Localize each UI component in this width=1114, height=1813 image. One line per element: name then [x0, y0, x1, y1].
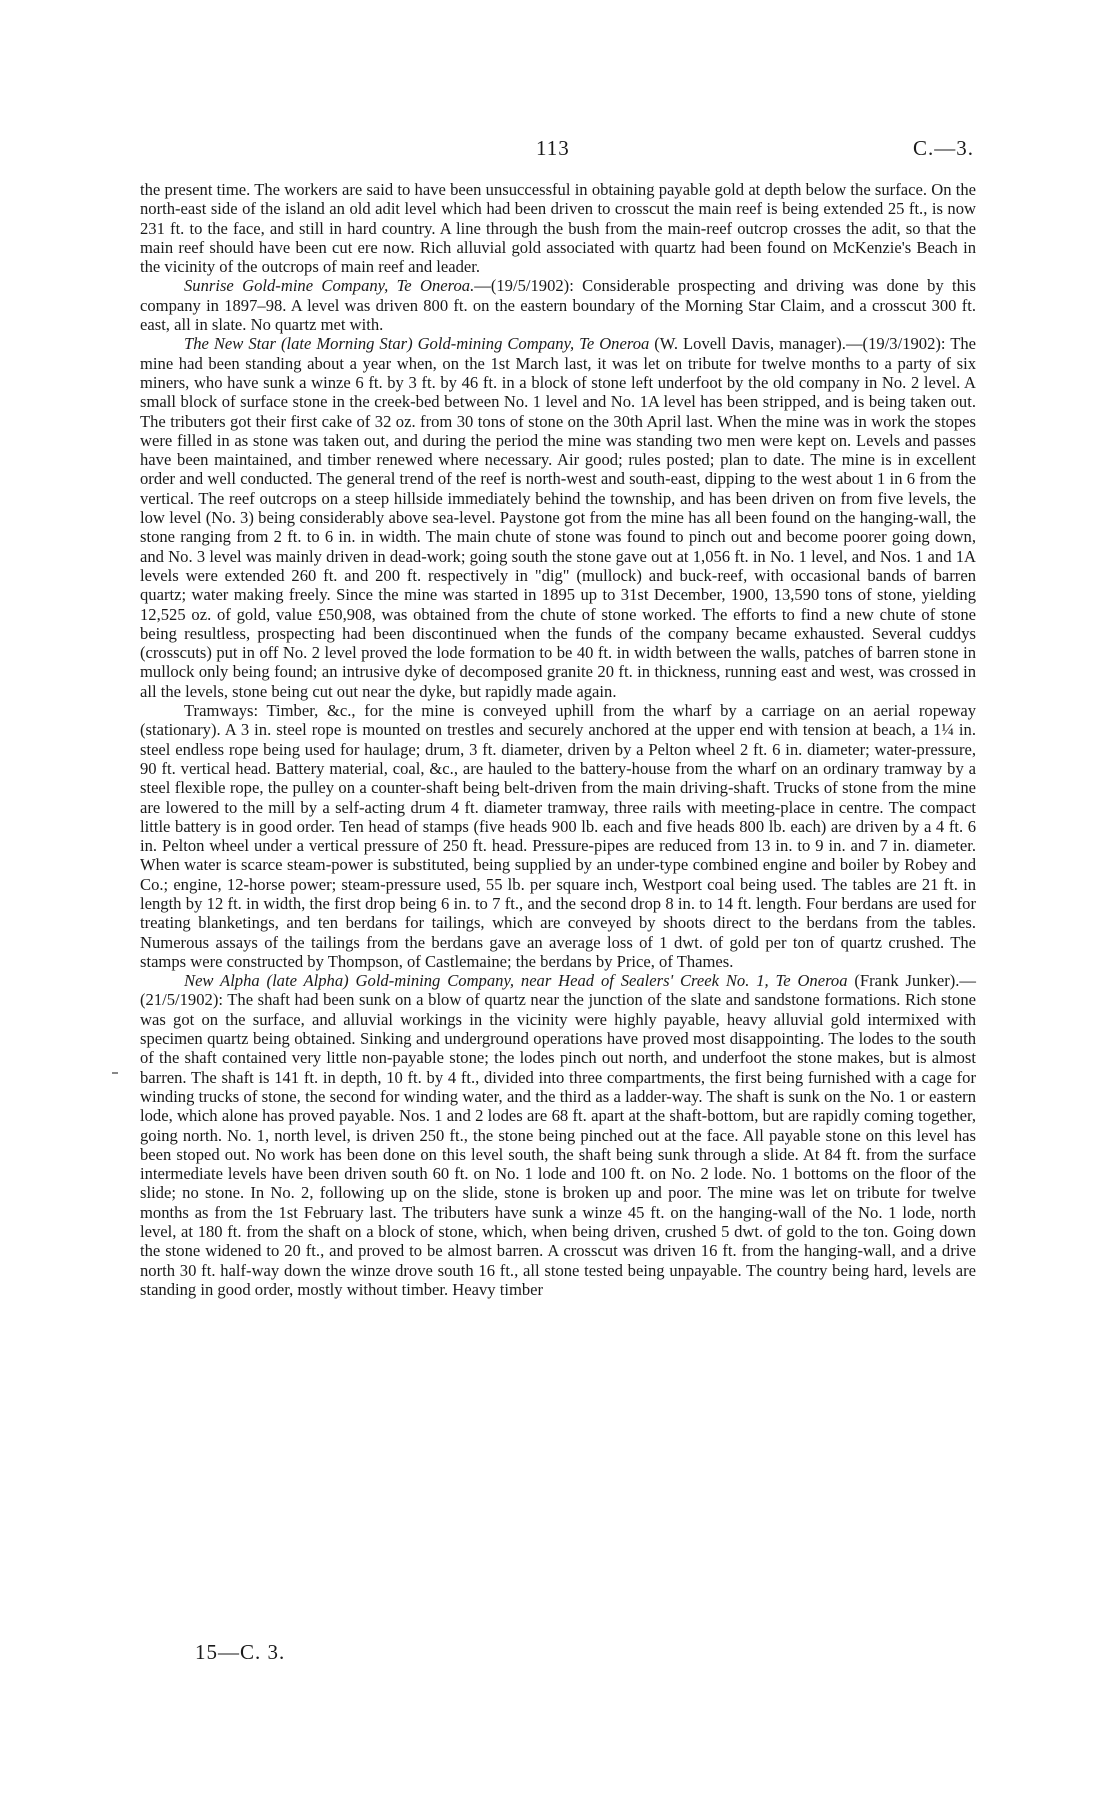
- paragraph-new-star: [140, 334, 976, 701]
- paragraph-continuation: [140, 180, 976, 276]
- page-number: 113: [536, 136, 570, 160]
- paragraph-tramways: [140, 701, 976, 971]
- paragraph-text: Tramways: Timber, &c., for the mine is conveyed uphill from the wharf by a carriage on an aerial ropeway (stationary). A 3 in. steel rope is mounted on trestles and securely anchored at the upper end with tension at beach, a 1¼ in. steel endless rope being used for haulage; drum, 3 ft. diameter, driven by a Pelton wheel 2 ft. 6 in. diameter; water-pressure, 90 ft. vertical head. Battery material, coal, &c., are hauled to the battery-house from the wharf on an ordinary tramway by a steel flexible rope, the pulley on a counter-shaft being belt-driven from the main driving-shaft. Trucks of stone from the mine are lowered to the mill by a self-acting drum 4 ft. diameter tramway, three rails with meeting-place in centre. The compact little battery is in good order. Ten head of stamps (five heads 900 lb. each and five heads 800 lb. each) are driven by a 4 ft. 6 in. Pelton wheel under a vertical pressure of 250 ft. head. Pressure-pipes are reduced from 13 in. to 9 in. and 7 in. diameter. When water is scarce steam-power is substituted, being supplied by an under-type combined engine and boiler by Robey and Co.; engine, 12-horse power; steam-pressure used, 55 lb. per square inch, Westport coal being used. The tables are 21 ft. in length by 12 ft. in width, the first drop being 6 in. to 7 ft., and the second drop 8 in. to 14 ft. length. Four berdans are used for treating blanketings, and ten berdans for tailings, which are conveyed by shoots direct to the berdans from the tables. Numerous assays of the tailings from the berdans gave an average loss of 1 dwt. of gold per ton of quartz crushed. The stamps were constructed by Thompson, of Castlemaine; the berdans by Price, of Thames.: [140, 701, 976, 971]
- paragraph-new-alpha: [140, 971, 976, 1299]
- margin-mark: [112, 1072, 118, 1074]
- paragraph-sunrise: [140, 276, 976, 334]
- body-text: [140, 180, 976, 1299]
- paragraph-heading: The New Star (late Morning Star) Gold-mining Company, Te Oneroa: [184, 334, 650, 354]
- paragraph-heading: Sunrise Gold-mine Company, Te Oneroa.: [184, 276, 475, 296]
- paragraph-text: the present time. The workers are said to have been unsuccessful in obtaining payable gold at depth below the surface. On the north-east side of the island an old adit level which had been driven to crosscut the main reef is being extended 25 ft., is now 231 ft. to the face, and still in hard country. A line through the bush from the main-reef outcrop crosses the adit, so that the main reef should have been cut ere now. Rich alluvial gold associated with quartz had been found on McKenzie's Beach in the vicinity of the outcrops of main reef and leader.: [140, 180, 976, 277]
- footer-signature-ref: 15—C. 3.: [195, 1640, 286, 1664]
- paragraph-text: —(19/5/1902): Considerable prospecting and driving was done by this company in 1897–98. A level was driven 800 ft. on the eastern boundary of the Morning Star Claim, and a crosscut 300 ft. east, all in slate. No quartz met with.: [140, 276, 976, 335]
- paragraph-heading: New Alpha (late Alpha) Gold-mining Company, near Head of Sealers' Creek No. 1, Te Oneroa: [184, 971, 848, 991]
- paragraph-text: (W. Lovell Davis, manager).—(19/3/1902): The mine had been standing about a year when, on the 1st March last, it was let on tribute for twelve months to a party of six miners, who have sunk a winze 6 ft. by 3 ft. by 46 ft. in a block of stone left underfoot by the old company in No. 2 level. A small block of surface stone in the creek-bed between No. 1 level and No. 1A level has been stripped, and is being taken out. The tributers got their first cake of 32 oz. from 30 tons of stone on the 30th April last. When the mine was in work the stopes were filled in as stone was taken out, and during the period the mine was standing two men were kept on. Levels and passes have been maintained, and timber renewed where necessary. Air good; rules posted; plan to date. The mine is in excellent order and well conducted. The general trend of the reef is north-west and south-east, dipping to the west about 1 in 6 from the vertical. The reef outcrops on a steep hillside immediately behind the township, and has been driven on from five levels, the low level (No. 3) being considerably above sea-level. Paystone got from the mine has all been found on the hanging-wall, the stone ranging from 2 ft. to 6 in. in width. The main chute of stone was found to pinch out and become poorer going down, and No. 3 level was mainly driven in dead-work; going south the stone gave out at 1,056 ft. in No. 1 level, and Nos. 1 and 1A levels were extended 260 ft. and 200 ft. respectively in "dig" (mullock) and buck-reef, with occasional bands of barren quartz; water making freely. Since the mine was started in 1895 up to 31st December, 1900, 13,590 tons of stone, yielding 12,525 oz. of gold, value £50,908, was obtained from the chute of stone worked. The efforts to find a new chute of stone being resultless, prospecting had been discontinued when the funds of the company became exhausted. Several cuddys (crosscuts) put in off No. 2 level proved the lode formation to be 40 ft. in width between the walls, patches of barren stone in mullock only being found; an intrusive dyke of decomposed granite 20 ft. in thickness, running east and west, was crossed in all the levels, stone being cut out near the dyke, but rapidly made again.: [140, 334, 976, 701]
- paragraph-text: (Frank Junker).—(21/5/1902): The shaft had been sunk on a blow of quartz near the junction of the slate and sandstone formations. Rich stone was got on the surface, and alluvial workings in the vicinity were highly payable, heavy alluvial gold intermixed with specimen quartz being obtained. Sinking and underground operations have proved most disappointing. The lodes to the south of the shaft contained very little non-payable stone; the lodes pinch out north, and underfoot the stone makes, but is almost barren. The shaft is 141 ft. in depth, 10 ft. by 4 ft., divided into three compartments, the first being furnished with a cage for winding trucks of stone, the second for winding water, and the third as a ladder-way. The shaft is sunk on the No. 1 or eastern lode, which alone has proved payable. Nos. 1 and 2 lodes are 68 ft. apart at the shaft-bottom, but are rapidly coming together, going north. No. 1, north level, is driven 250 ft., the stone being pinched out at the face. All payable stone on this level has been stoped out. No work has been done on this level south, the shaft being sunk through a slide. At 84 ft. from the surface intermediate levels have been driven south 60 ft. on No. 1 lode and 100 ft. on No. 2 lode. No. 1 bottoms on the floor of the slide; no stone. In No. 2, following up on the slide, stone is broken up and poor. The mine was let on tribute for twelve months as from the 1st February last. The tributers have sunk a winze 45 ft. on the hanging-wall of the No. 1 lode, north level, at 180 ft. from the shaft on a block of stone, which, when being driven, crushed 5 dwt. of gold to the ton. Going down the stone widened to 20 ft., and proved to be almost barren. A crosscut was driven 16 ft. from the hanging-wall, and a drive north 30 ft. half-way down the winze drove south 16 ft., all stone tested being unpayable. The country being hard, levels are standing in good order, mostly without timber. Heavy timber: [140, 971, 976, 1299]
- document-reference: C.—3.: [912, 136, 974, 160]
